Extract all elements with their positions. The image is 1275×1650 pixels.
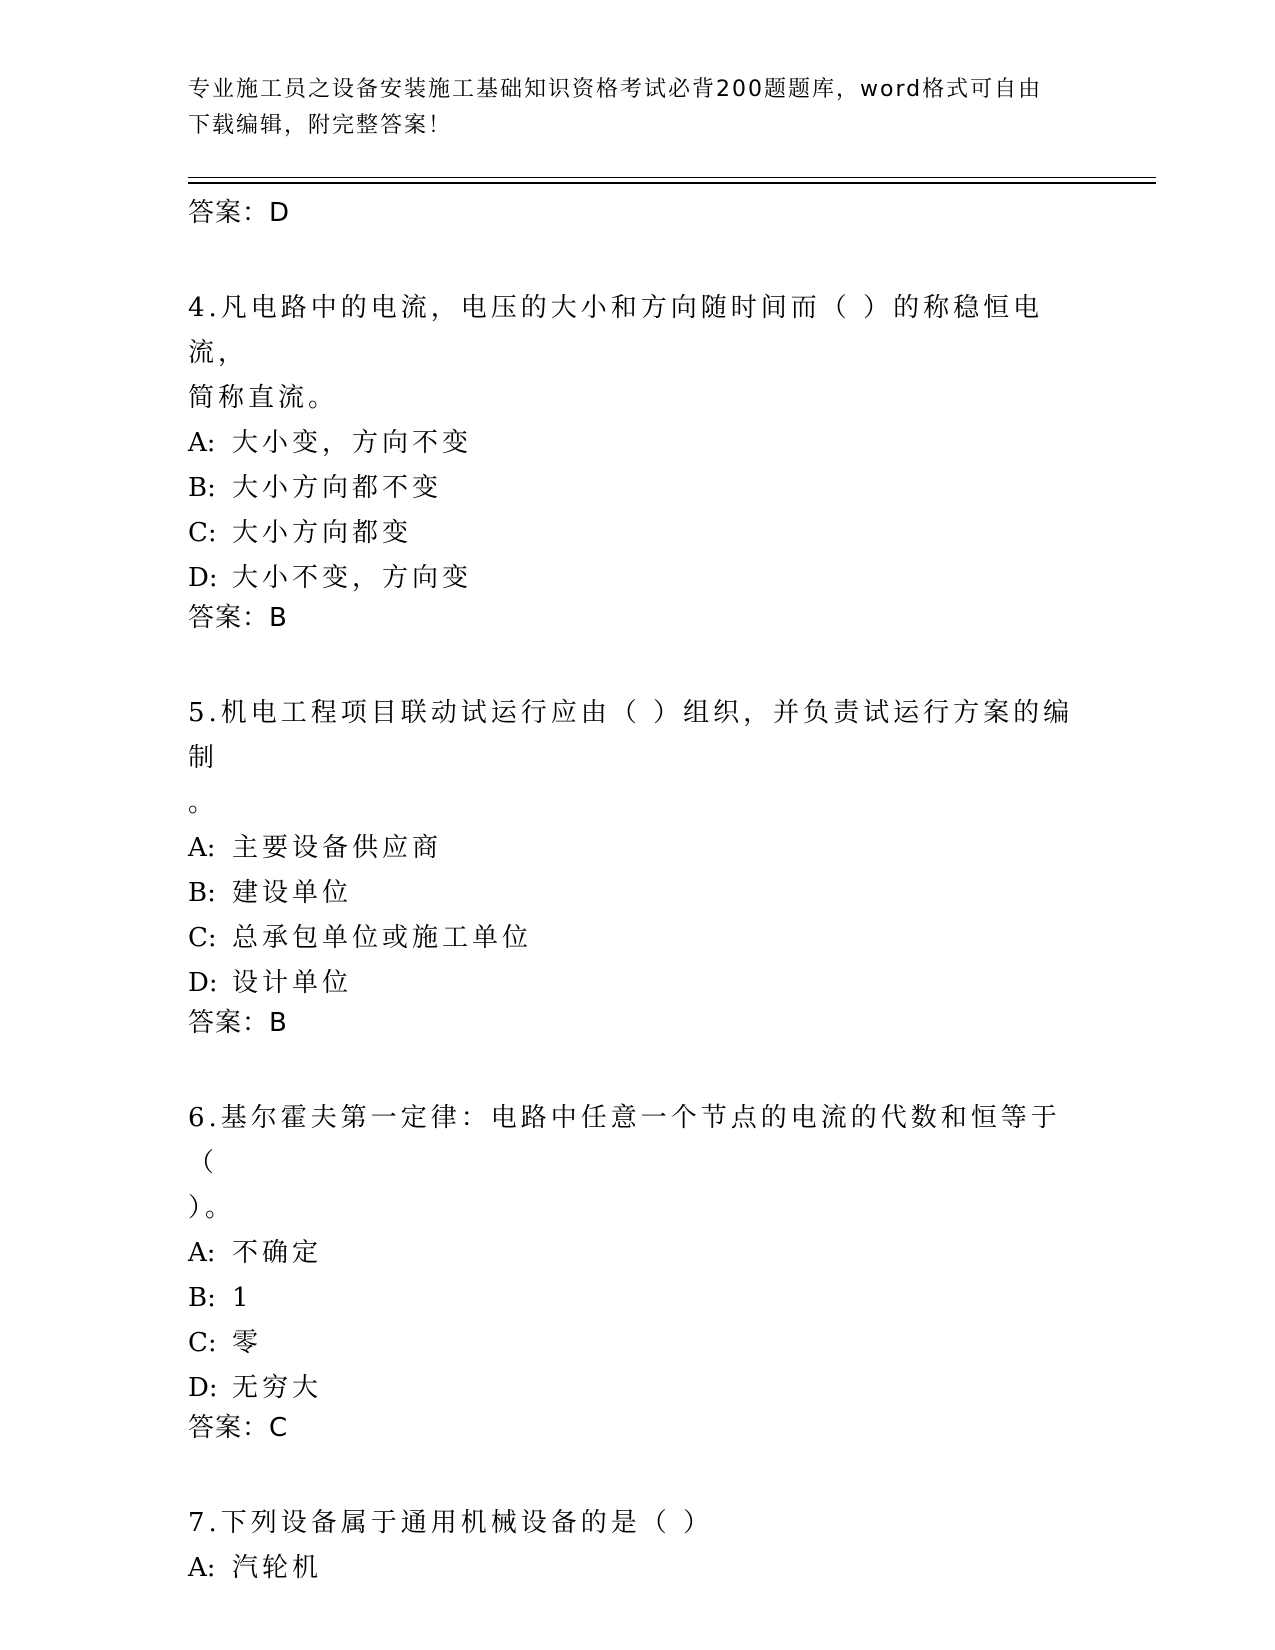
question-stem-continued: 。 xyxy=(188,788,219,818)
question-7 xyxy=(188,1501,1088,1591)
option-label: A: xyxy=(188,1238,216,1268)
question-4 xyxy=(188,286,1088,633)
option-label: D: xyxy=(188,968,218,998)
option-label: C: xyxy=(188,518,217,548)
option-label: A: xyxy=(188,833,216,863)
option-label: A: xyxy=(188,1553,216,1583)
option-label: B: xyxy=(188,878,216,908)
question-5 xyxy=(188,691,1088,1038)
option-c xyxy=(188,1321,1088,1366)
option-label: D: xyxy=(188,563,218,593)
option-b xyxy=(188,466,1088,511)
answer-line: 答案：B xyxy=(188,1008,288,1038)
option-text: 大小方向都不变 xyxy=(232,473,443,503)
header-rule-thick xyxy=(188,182,1156,184)
option-text: 大小变，方向不变 xyxy=(232,428,473,458)
option-label: B: xyxy=(188,473,216,503)
header-title-line-1: 专业施工员之设备安装施工基础知识资格考试必背200题题库，word格式可自由 xyxy=(188,77,1043,102)
option-text: 总承包单位或施工单位 xyxy=(232,923,533,953)
document-body xyxy=(188,188,1088,1591)
option-b xyxy=(188,1276,1088,1321)
question-stem: 5.机电工程项目联动试运行应由（ ）组织，并负责试运行方案的编制 xyxy=(188,698,1074,773)
option-a xyxy=(188,421,1088,466)
question-6 xyxy=(188,1096,1088,1443)
option-text: 主要设备供应商 xyxy=(232,833,443,863)
option-text: 设计单位 xyxy=(232,968,353,998)
question-stem: 7.下列设备属于通用机械设备的是（ ） xyxy=(188,1508,714,1538)
header-title-line-2: 下载编辑，附完整答案！ xyxy=(188,113,453,138)
option-a xyxy=(188,826,1088,871)
answer-line: 答案：D xyxy=(188,198,291,228)
answer-line: 答案：B xyxy=(188,603,288,633)
option-text: 大小方向都变 xyxy=(232,518,413,548)
option-label: D: xyxy=(188,1373,218,1403)
option-text: 汽轮机 xyxy=(232,1553,323,1583)
option-label: B: xyxy=(188,1283,216,1313)
option-text: 1 xyxy=(232,1283,253,1313)
option-c xyxy=(188,916,1088,961)
option-text: 不确定 xyxy=(232,1238,323,1268)
option-d xyxy=(188,556,1088,601)
option-label: C: xyxy=(188,1328,217,1358)
option-d xyxy=(188,1366,1088,1411)
option-text: 大小不变，方向变 xyxy=(232,563,473,593)
document-header xyxy=(188,72,1068,144)
answer-line: 答案：C xyxy=(188,1413,289,1443)
option-text: 无穷大 xyxy=(232,1373,323,1403)
question-stem-continued: ）。 xyxy=(188,1193,236,1223)
question-stem-continued: 简称直流。 xyxy=(188,383,339,413)
option-c xyxy=(188,511,1088,556)
option-label: C: xyxy=(188,923,217,953)
option-d xyxy=(188,961,1088,1006)
option-a xyxy=(188,1231,1088,1276)
header-rule-thin xyxy=(188,177,1156,178)
question-stem: 6.基尔霍夫第一定律：电路中任意一个节点的电流的代数和恒等于（ xyxy=(188,1103,1061,1178)
option-label: A: xyxy=(188,428,216,458)
question-stem: 4.凡电路中的电流，电压的大小和方向随时间而（ ）的称稳恒电流， xyxy=(188,293,1044,368)
option-a xyxy=(188,1546,1088,1591)
option-text: 零 xyxy=(232,1328,263,1358)
option-text: 建设单位 xyxy=(232,878,353,908)
option-b xyxy=(188,871,1088,916)
